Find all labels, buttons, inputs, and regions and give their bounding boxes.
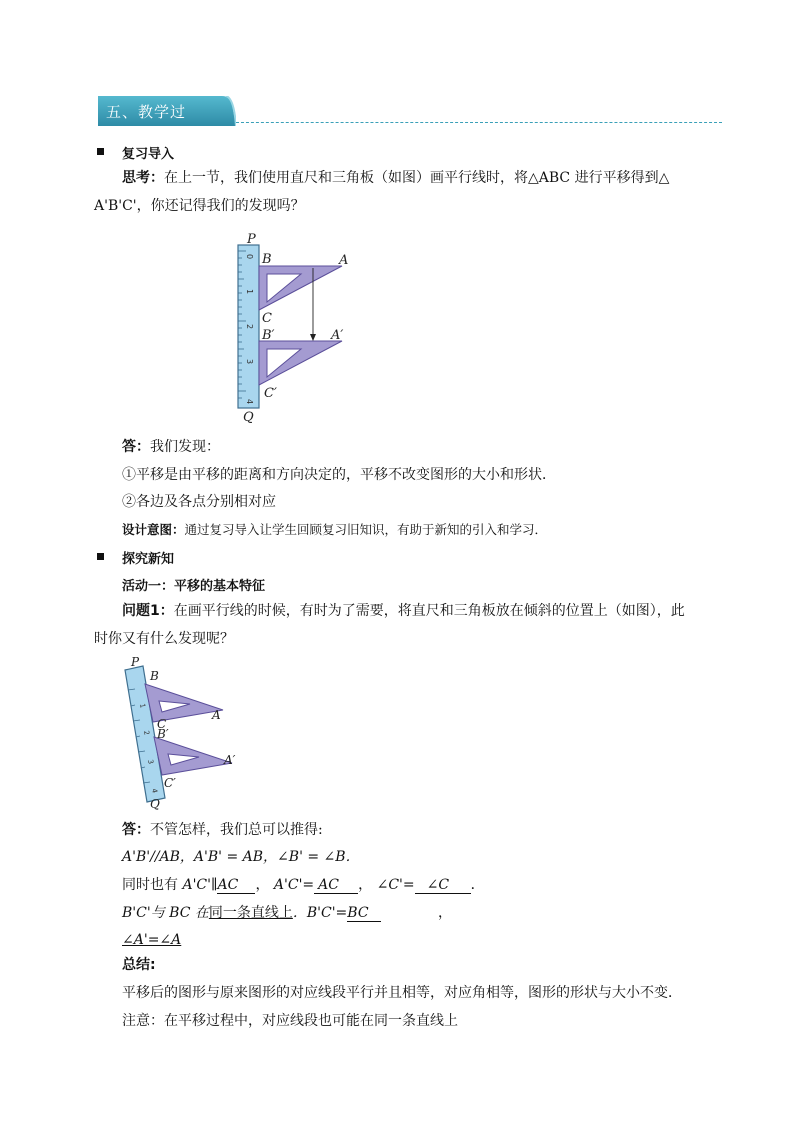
blank-ac-parallel: AC bbox=[217, 877, 255, 894]
point-1: ①平移是由平移的距离和方向决定的，平移不改变图形的大小和形状． bbox=[122, 467, 556, 483]
line3-b: A'C'= bbox=[273, 877, 315, 893]
label-C: C bbox=[157, 717, 167, 731]
intent-text: 通过复习导入让学生回顾复习旧知识，有助于新知的引入和学习． bbox=[184, 522, 548, 537]
label-B: B bbox=[262, 252, 272, 267]
tick-label-1: 1 bbox=[245, 289, 254, 295]
think-line1: 在上一节，我们使用直尺和三角板（如图）画平行线时，将△ABC 进行平移得到△ bbox=[164, 170, 670, 186]
triangle-abc-prime bbox=[259, 341, 342, 385]
tilt-tick-4: 4 bbox=[150, 787, 159, 794]
line-3: 同时也有 A'C'∥AC ， A'C'= AC ， ∠C'= ∠C ． bbox=[122, 877, 485, 893]
answer-text: 不管怎样，我们总可以推得: bbox=[150, 822, 323, 838]
tick-label-0: 0 bbox=[245, 254, 254, 260]
answer-label: 答： bbox=[122, 822, 150, 838]
figure-ruler-triangles bbox=[230, 228, 360, 428]
think-line2: A'B'C'，你还记得我们的发现吗？ bbox=[94, 198, 305, 214]
think-label: 思考： bbox=[122, 170, 164, 186]
blank-ac-equal: AC bbox=[314, 877, 358, 894]
blank-bc: BC bbox=[347, 905, 381, 922]
think-paragraph bbox=[122, 168, 669, 188]
label-B: B bbox=[150, 669, 159, 683]
tilted-triangle-abc-prime bbox=[154, 737, 232, 775]
answer-text: 我们发现： bbox=[150, 439, 220, 455]
line-5: ∠A'=∠A bbox=[122, 932, 182, 948]
summary-label: 总结: bbox=[122, 957, 156, 973]
intent-label: 设计意图： bbox=[122, 522, 185, 537]
label-Q: Q bbox=[243, 410, 254, 425]
point-2: ②各边及各点分别相对应 bbox=[122, 494, 276, 510]
question-label: 问题1： bbox=[122, 603, 174, 619]
tilt-tick-2: 2 bbox=[142, 729, 151, 736]
line-4 bbox=[122, 903, 381, 923]
section-title: 五、教学过 bbox=[106, 104, 187, 121]
answer-2 bbox=[122, 820, 323, 840]
label-C-prime: C′ bbox=[164, 776, 176, 790]
section-divider bbox=[236, 122, 722, 123]
note-text: 注意：在平移过程中，对应线段也可能在同一条直线上 bbox=[122, 1013, 458, 1029]
design-intent bbox=[122, 520, 547, 540]
line4-mid: ．B'C'= bbox=[292, 905, 348, 921]
summary-text: 平移后的图形与原来图形的对应线段平行并且相等，对应角相等，图形的形状与大小不变． bbox=[122, 985, 682, 1001]
triangle-abc bbox=[259, 266, 342, 310]
figure-tilted-ruler bbox=[118, 652, 248, 812]
activity-title: 活动一：平移的基本特征 bbox=[122, 579, 266, 594]
label-B-prime: B′ bbox=[262, 328, 275, 343]
label-P: P bbox=[131, 655, 140, 669]
arrow-head bbox=[310, 334, 316, 341]
label-C-prime: C′ bbox=[264, 386, 277, 401]
line4-end: ， bbox=[438, 905, 452, 921]
line3-prefix: 同时也有 bbox=[122, 877, 178, 893]
label-P: P bbox=[247, 232, 256, 247]
label-A-prime: A′ bbox=[224, 753, 236, 767]
bullet-square bbox=[97, 148, 104, 155]
label-A: A bbox=[339, 253, 349, 268]
formula: A'B'//AB，A'B' = AB，∠B' = ∠B． bbox=[122, 849, 360, 865]
tick-label-4: 4 bbox=[245, 399, 254, 405]
tilt-tick-1: 1 bbox=[138, 702, 147, 709]
label-B-prime: B′ bbox=[157, 727, 169, 741]
line4-prefix: B'C'与 BC 在 bbox=[122, 905, 209, 921]
label-A: A bbox=[212, 708, 221, 722]
label-A-prime: A′ bbox=[331, 328, 344, 343]
blank-angle-c: ∠C bbox=[415, 877, 471, 894]
bullet-square bbox=[97, 553, 104, 560]
tilt-tick-3: 3 bbox=[146, 758, 155, 765]
line3-a: A'C'∥ bbox=[182, 877, 218, 893]
answer-1 bbox=[122, 437, 220, 457]
explore-heading: 探究新知 bbox=[122, 552, 175, 567]
label-Q: Q bbox=[150, 797, 160, 811]
answer-label: 答： bbox=[122, 439, 150, 455]
tick-label-3: 3 bbox=[245, 359, 254, 365]
review-heading: 复习导入 bbox=[122, 147, 175, 162]
question-1 bbox=[122, 601, 685, 621]
question-line2: 时你又有什么发现呢？ bbox=[94, 631, 234, 647]
tick-label-2: 2 bbox=[245, 324, 254, 330]
same-line-underlined: 同一条直线上 bbox=[208, 905, 293, 921]
line3-c: ∠C'= bbox=[376, 877, 415, 893]
question-line1: 在画平行线的时候，有时为了需要，将直尺和三角板放在倾斜的位置上（如图），此 bbox=[173, 603, 685, 619]
label-C: C bbox=[262, 311, 272, 326]
